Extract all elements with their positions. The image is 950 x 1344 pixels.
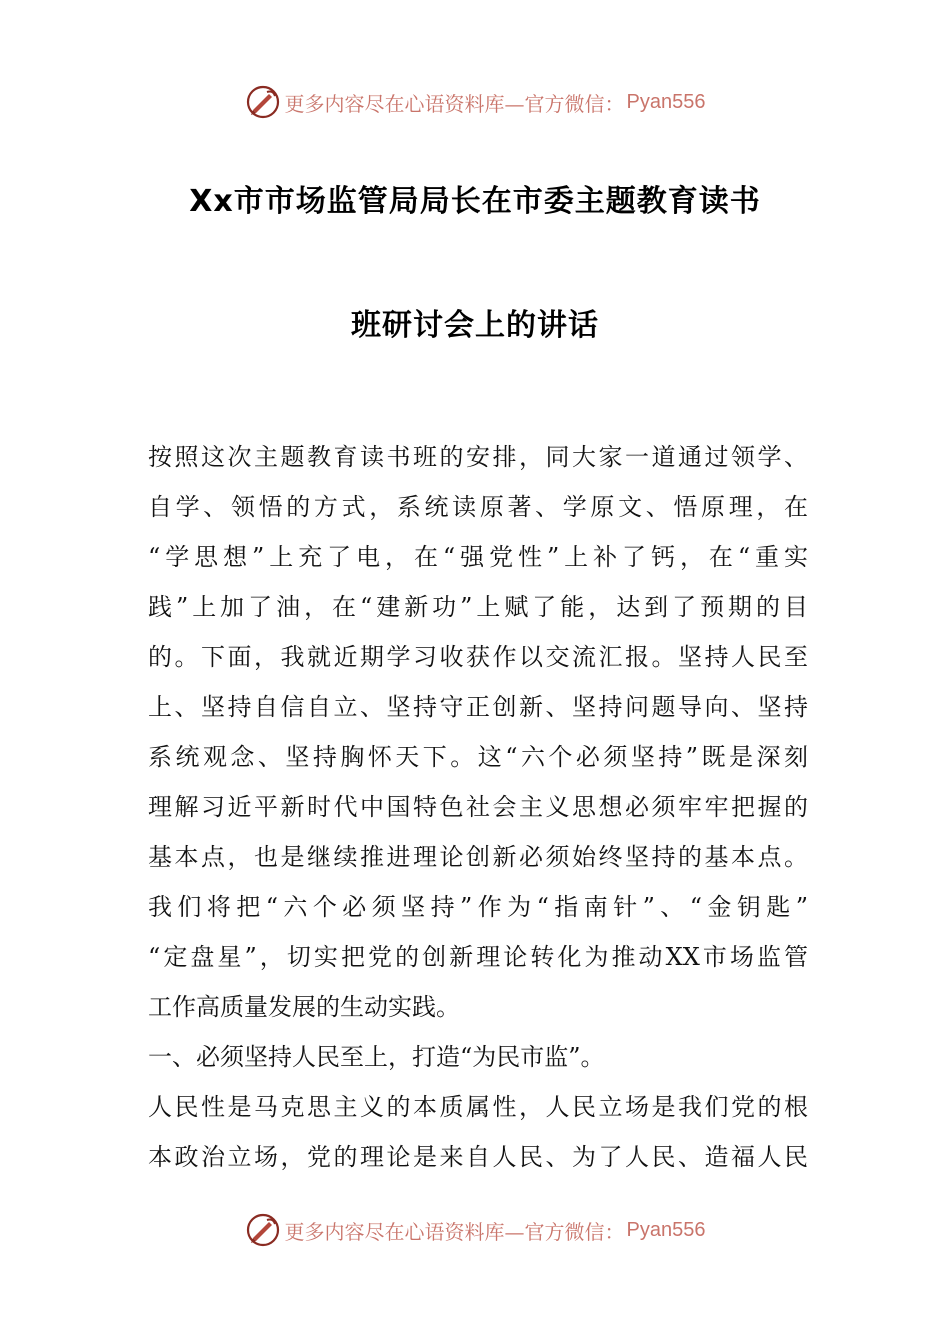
- watermark-text: 更多内容尽在心语资料库—官方微信：: [284, 1219, 625, 1244]
- watermark-banner-bottom: [0, 1210, 950, 1250]
- body-line: 理解习近平新时代中国特色社会主义思想必须牢牢把握的: [148, 793, 808, 821]
- body-line: 的。下面，我就近期学习收获作以交流汇报。坚持人民至: [148, 643, 808, 671]
- watermark-wechat-id: Pyan556: [626, 90, 706, 113]
- body-line: “学思想”上充了电，在“强党性”上补了钙，在“重实: [148, 543, 808, 571]
- body-line: 工作高质量发展的生动实践。: [148, 993, 460, 1021]
- body-line: 践”上加了油，在“建新功”上赋了能，达到了预期的目: [148, 593, 808, 621]
- pen-logo-icon: [245, 1212, 281, 1248]
- section-heading: 一、必须坚持人民至上，打造“为民市监”。: [148, 1043, 605, 1071]
- body-line: 我们将把“六个必须坚持”作为“指南针”、“金钥匙”: [148, 893, 808, 921]
- watermark-banner-top: [0, 82, 950, 122]
- body-line: 人民性是马克思主义的本质属性，人民立场是我们党的根: [148, 1093, 808, 1121]
- pen-logo-icon: [245, 84, 281, 120]
- body-line: 本政治立场，党的理论是来自人民、为了人民、造福人民: [148, 1143, 808, 1171]
- watermark-text: 更多内容尽在心语资料库—官方微信：: [284, 91, 625, 116]
- body-line: “定盘星”，切实把党的创新理论转化为推动XX市场监管: [148, 943, 808, 971]
- body-line: 系统观念、坚持胸怀天下。这“六个必须坚持”既是深刻: [148, 743, 808, 771]
- body-line: 自学、领悟的方式，系统读原著、学原文、悟原理，在: [148, 493, 808, 521]
- document-body: [148, 432, 808, 1182]
- document-title-line-2: 班研讨会上的讲话: [351, 308, 599, 343]
- watermark-wechat-id: Pyan556: [626, 1218, 706, 1241]
- body-line: 按照这次主题教育读书班的安排，同大家一道通过领学、: [148, 443, 808, 471]
- document-title-line-1: Xx市市场监管局局长在市委主题教育读书: [189, 184, 761, 219]
- body-line: 基本点，也是继续推进理论创新必须始终坚持的基本点。: [148, 843, 808, 871]
- body-line: 上、坚持自信自立、坚持守正创新、坚持问题导向、坚持: [148, 693, 808, 721]
